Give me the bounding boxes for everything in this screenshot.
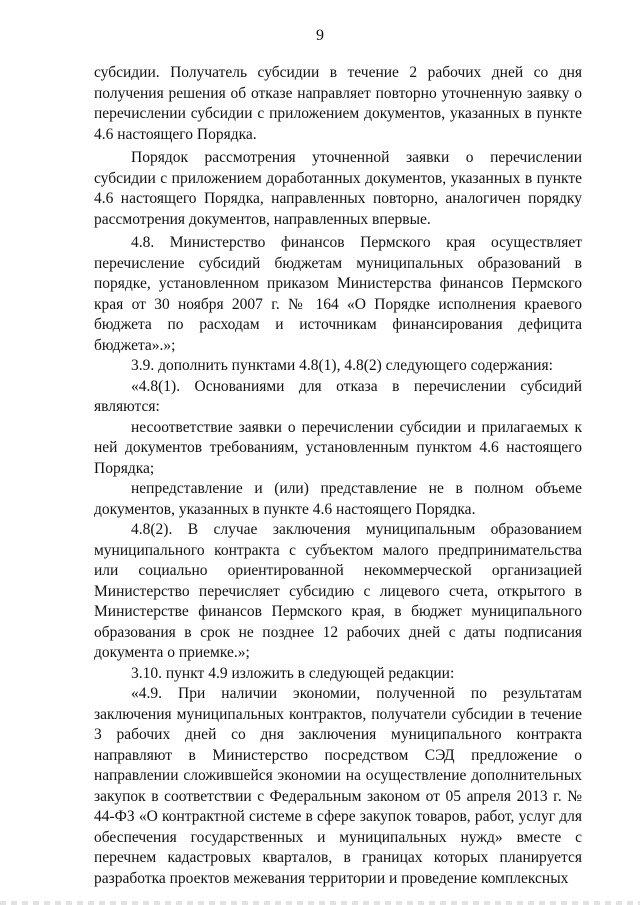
document-body — [94, 63, 582, 889]
paragraph-clause-4-9: «4.9. При наличии экономии, полученной по результатам заключения муниципальных контрактов, получатели субсидии в течение 3 рабочих дней со дня заключения муниципального контракта направляют в Министерство посредством СЭД предложение о направлении сложившейся экономии на осуществление дополнительных закупок в соответствии с Федеральным законом от 05 апреля 2013 г. № 44-ФЗ «О контрактной системе в сфере закупок товаров, работ, услуг для обеспечения государственных и муниципальных нужд» вместе с перечнем кадастровых кварталов, в границах которых планируется разработка проектов межевания территории и проведение комплексных — [94, 685, 582, 887]
paragraph-refusal-ground-incomplete: непредставление и (или) представление не в полном объеме документов, указанных в пункте 4.6 настоящего Порядка. — [94, 480, 582, 518]
paragraph-clause-4-8: 4.8. Министерство финансов Пермского края осуществляет перечисление субсидий бюджетам муниципальных образований в порядке, установленном приказом Министерства финансов Пермского края от 30 ноября 2007 г. № 164 «О Порядке исполнения краевого бюджета по расходам и источникам финансирования дефицита бюджета».»; — [94, 234, 582, 354]
paragraph-clause-4-8-2: 4.8(2). В случае заключения муниципальным образованием муниципального контракта с субъектом малого предпринимательства или социально ориентированной некоммерческой организацией Министерство перечисляет субсидию с лицевого счета, открытого в Министерстве финансов Пермского края, в бюджет муниципального образования в срок не позднее 12 рабочих дней с даты подписания документа о приемке.»; — [94, 521, 582, 661]
scan-bottom-edge — [0, 901, 640, 905]
paragraph-amendment-3-9: 3.9. дополнить пунктами 4.8(1), 4.8(2) следующего содержания: — [131, 357, 553, 374]
paragraph-clause-4-8-1: «4.8(1). Основаниями для отказа в перечислении субсидий являются: — [94, 377, 582, 415]
paragraph-refusal-ground-mismatch: несоответствие заявки о перечислении субсидии и прилагаемых к ней документов требованиям, установленным пунктом 4.6 настоящего Порядка; — [94, 418, 582, 477]
page-number: 9 — [316, 27, 324, 44]
paragraph-revised-application-review: Порядок рассмотрения уточненной заявки о перечислении субсидии с приложением доработанных документов, указанных в пункте 4.6 настоящего Порядка, направленных повторно, аналогичен порядку рассмотрения документов, направленных впервые. — [94, 149, 582, 228]
paragraph-amendment-3-10: 3.10. пункт 4.9 изложить в следующей редакции: — [131, 664, 455, 682]
paragraph-subsidy-refusal-resubmission: субсидии. Получатель субсидии в течение 2 рабочих дней со дня получения решения об отказе направляет повторно уточненную заявку о перечислении субсидии с приложением документов, указанных в пункте 4.6 настоящего Порядка. — [94, 64, 582, 143]
